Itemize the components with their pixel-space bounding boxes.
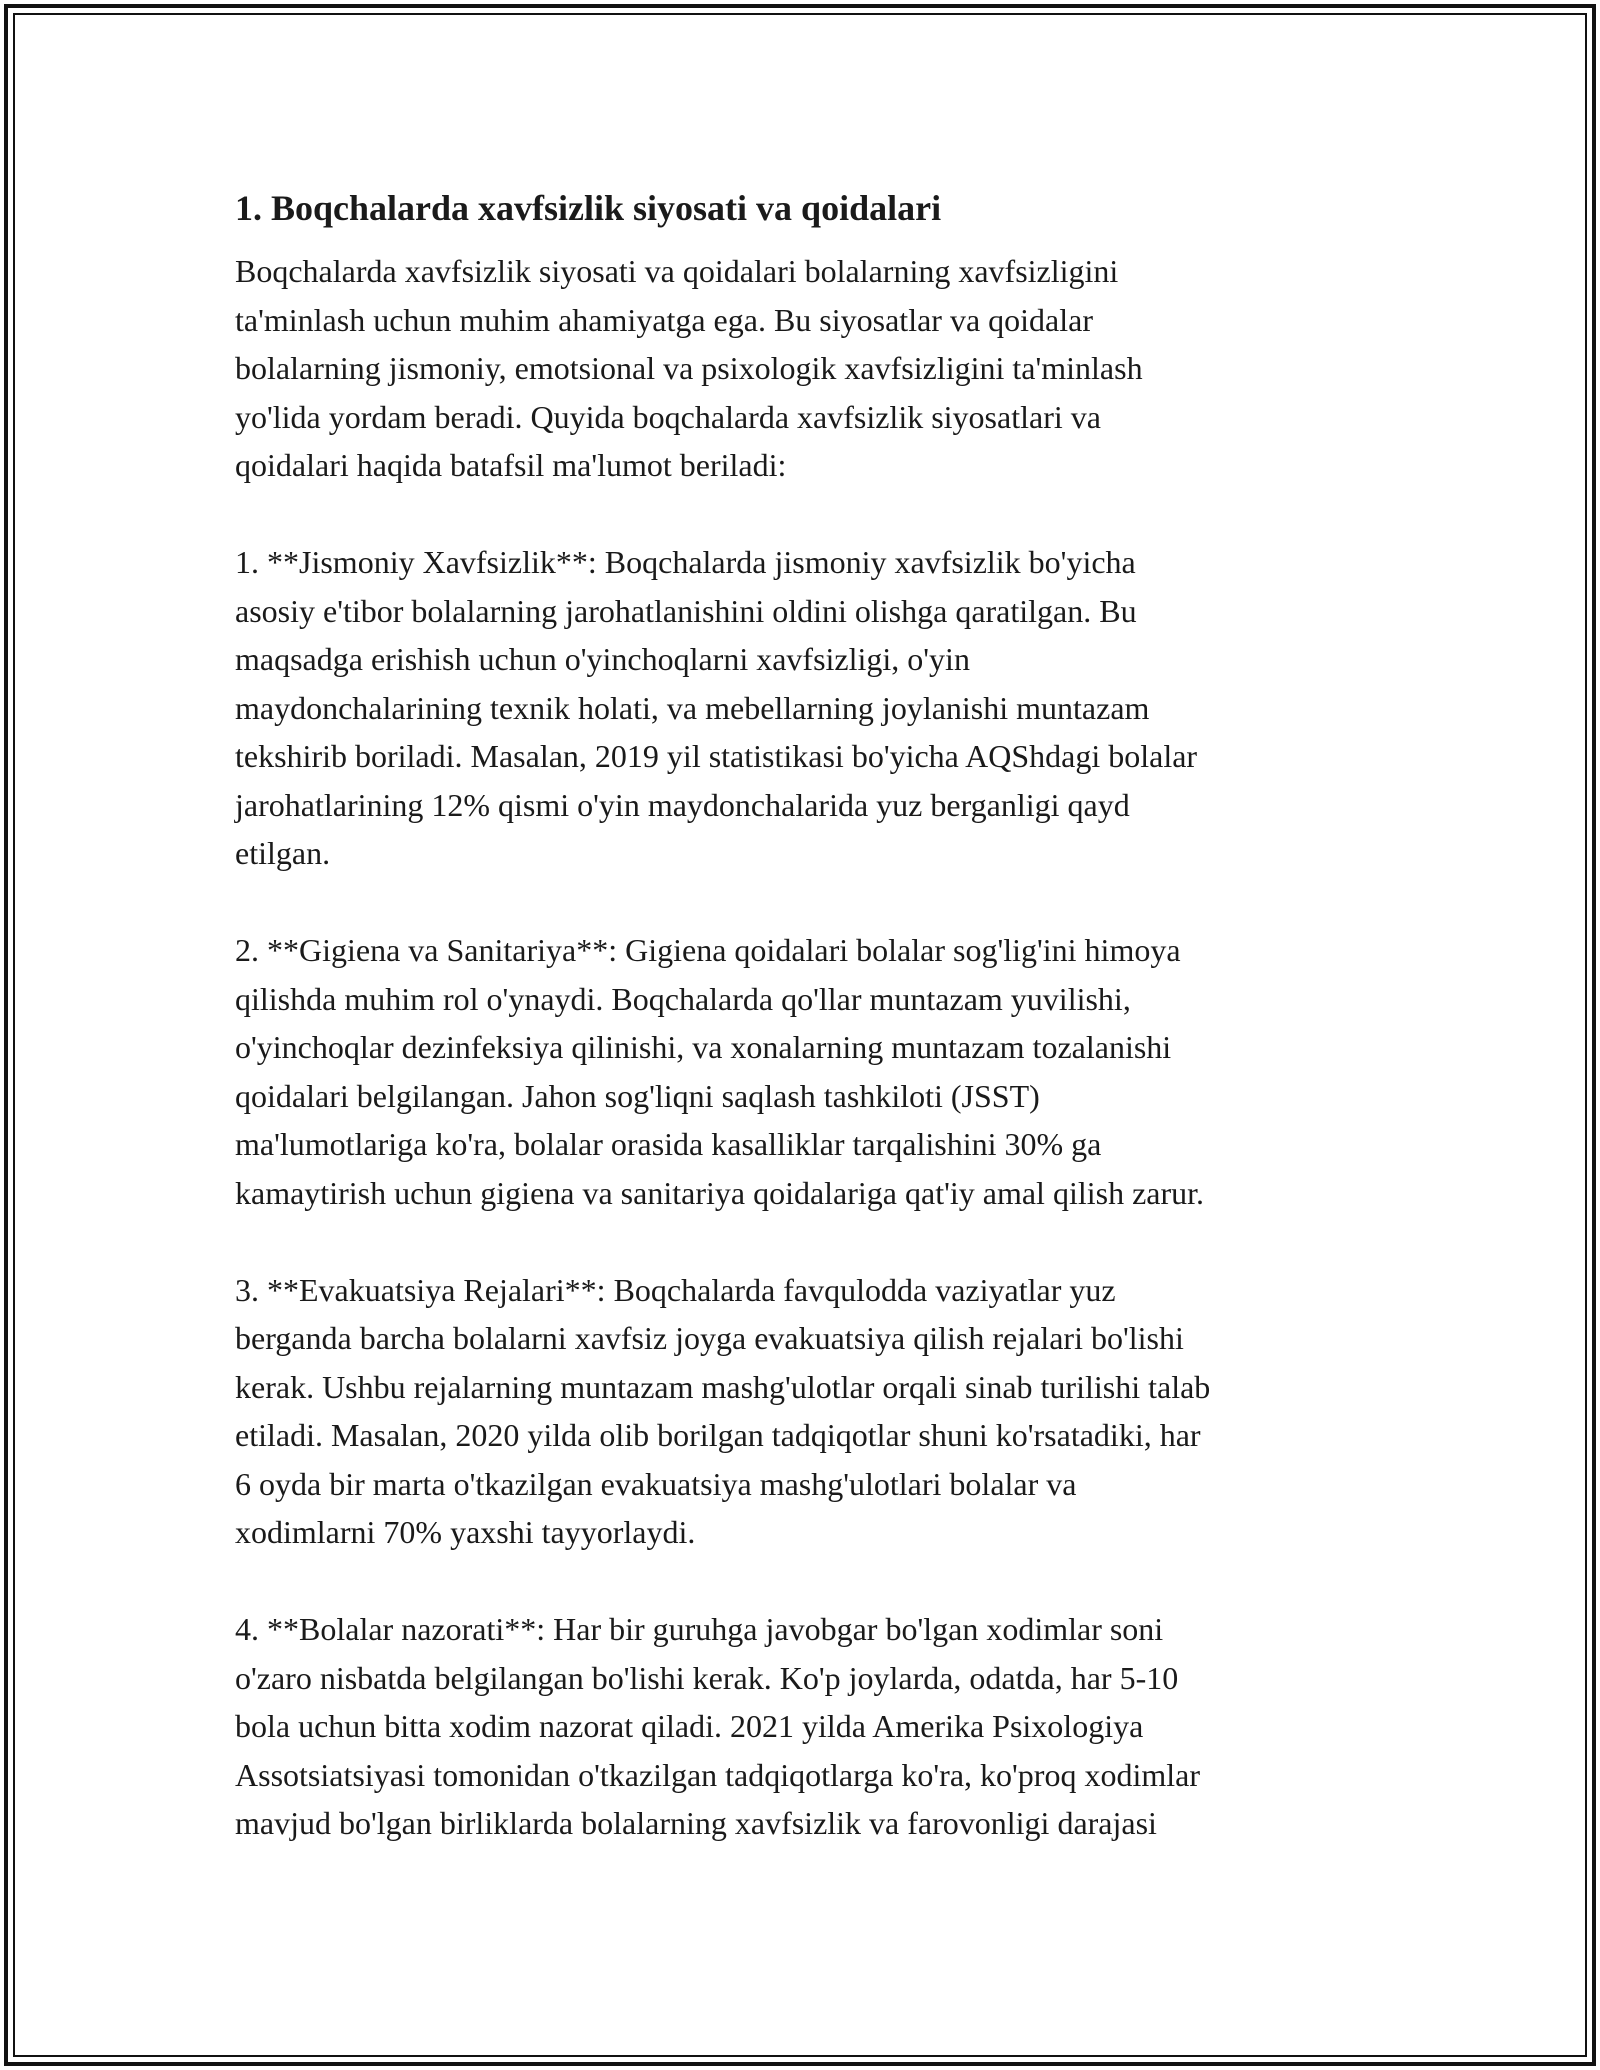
text-line: etiladi. Masalan, 2020 yilda olib borilgan tadqiqotlar shuni ko'rsatadiki, har	[235, 1417, 1201, 1453]
text-line: asosiy e'tibor bolalarning jarohatlanishini oldini olishga qaratilgan. Bu	[235, 592, 1137, 629]
text-line: tekshirib boriladi. Masalan, 2019 yil statistikasi bo'yicha AQShdagi bolalar	[235, 738, 1198, 774]
paragraph-intro	[235, 247, 1365, 490]
text-line: 4. **Bolalar nazorati**: Har bir guruhga javobgar bo'lgan xodimlar soni	[235, 1611, 1164, 1647]
text-line: yo'lida yordam beradi. Quyida boqchalarda xavfsizlik siyosatlari va	[235, 398, 1101, 435]
text-line: qilishda muhim rol o'ynaydi. Boqchalarda qo'llar muntazam yuvilishi,	[235, 980, 1131, 1017]
text-line: mavjud bo'lgan birliklarda bolalarning xavfsizlik va farovonligi darajasi	[235, 1805, 1157, 1841]
text-line: bolalarning jismoniy, emotsional va psixologik xavfsizligini ta'minlash	[235, 350, 1143, 386]
text-line: 6 oyda bir marta o'tkazilgan evakuatsiya mashg'ulotlari bolalar va	[235, 1465, 1077, 1502]
paragraph-hygiene	[235, 926, 1365, 1217]
text-line: qoidalari belgilangan. Jahon sog'liqni saqlash tashkiloti (JSST)	[235, 1077, 1040, 1114]
document-body	[235, 185, 1365, 1896]
text-line: jarohatlarining 12% qismi o'yin maydonchalarida yuz berganligi qayd	[235, 786, 1130, 823]
text-line: berganda barcha bolalarni xavfsiz joyga evakuatsiya qilish rejalari bo'lishi	[235, 1320, 1184, 1356]
text-line: 3. **Evakuatsiya Rejalari**: Boqchalarda favqulodda vaziyatlar yuz	[235, 1271, 1116, 1308]
text-line: Boqchalarda xavfsizlik siyosati va qoidalari bolalarning xavfsizligini	[235, 253, 1119, 289]
text-line: o'yinchoqlar dezinfeksiya qilinishi, va xonalarning muntazam tozalanishi	[235, 1029, 1172, 1065]
page-title: 1. Boqchalarda xavfsizlik siyosati va qoidalari	[235, 188, 942, 228]
paragraph-evacuation	[235, 1266, 1365, 1557]
text-line: o'zaro nisbatda belgilangan bo'lishi kerak. Ko'p joylarda, odatda, har 5-10	[235, 1659, 1179, 1696]
text-line: etilgan.	[235, 835, 331, 871]
paragraph-supervision	[235, 1605, 1365, 1848]
text-line: Assotsiatsiyasi tomonidan o'tkazilgan tadqiqotlarga ko'ra, ko'proq xodimlar	[235, 1756, 1200, 1793]
paragraph-physical-safety	[235, 538, 1365, 878]
text-line: ma'lumotlariga ko'ra, bolalar orasida kasalliklar tarqalishini 30% ga	[235, 1126, 1102, 1162]
text-line: maydonchalarining texnik holati, va mebellarning joylanishi muntazam	[235, 689, 1150, 726]
text-line: 2. **Gigiena va Sanitariya**: Gigiena qoidalari bolalar sog'lig'ini himoya	[235, 932, 1181, 968]
text-line: bola uchun bitta xodim nazorat qiladi. 2021 yilda Amerika Psixologiya	[235, 1708, 1144, 1744]
text-line: maqsadga erishish uchun o'yinchoqlarni xavfsizligi, o'yin	[235, 641, 970, 677]
text-line: xodimlarni 70% yaxshi tayyorlaydi.	[235, 1514, 696, 1550]
text-line: kamaytirish uchun gigiena va sanitariya qoidalariga qat'iy amal qilish zarur.	[235, 1174, 1205, 1211]
text-line: 1. **Jismoniy Xavfsizlik**: Boqchalarda jismoniy xavfsizlik bo'yicha	[235, 544, 1136, 580]
text-line: qoidalari haqida batafsil ma'lumot beriladi:	[235, 447, 787, 483]
text-line: ta'minlash uchun muhim ahamiyatga ega. Bu siyosatlar va qoidalar	[235, 301, 1093, 338]
text-line: kerak. Ushbu rejalarning muntazam mashg'ulotlar orqali sinab turilishi talab	[235, 1368, 1211, 1405]
